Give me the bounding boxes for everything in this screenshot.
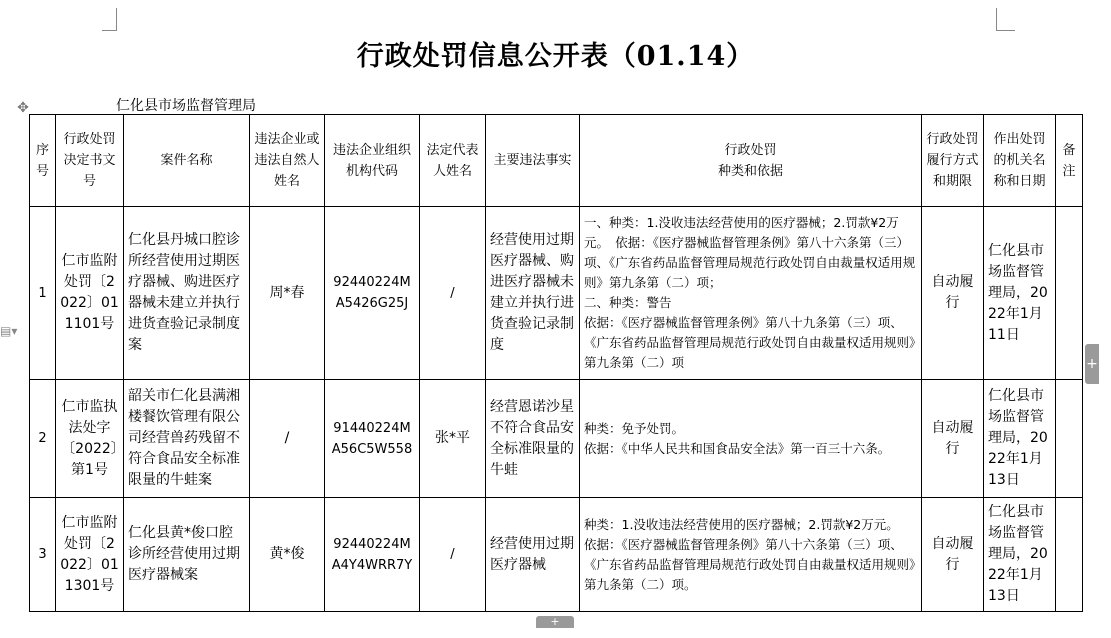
- row-number: 2: [30, 380, 56, 498]
- agency-label: 仁化县市场监督管理局: [116, 98, 256, 114]
- document-icon[interactable]: ▤▾: [0, 324, 18, 338]
- authority-and-date: 仁化县市场监督管理局，2022年1月11日: [984, 207, 1056, 380]
- legal-representative: /: [420, 207, 486, 380]
- add-column-plus-icon[interactable]: +: [536, 616, 574, 628]
- legal-representative: 张*平: [420, 380, 486, 498]
- header-cell: 法定代表人姓名: [420, 115, 486, 207]
- legal-representative: /: [420, 498, 486, 612]
- header-row: [30, 115, 1083, 207]
- org-code: 91440224MA56C5W558: [325, 380, 420, 498]
- authority-and-date: 仁化县市场监督管理局，2022年1月13日: [984, 498, 1056, 612]
- move-icon[interactable]: ✥: [17, 100, 29, 116]
- case-name: 仁化县黄*俊口腔诊所经营使用过期医疗器械案: [124, 498, 250, 612]
- table-row: [30, 207, 1083, 380]
- header-cell: 作出处罚的机关名称和日期: [984, 115, 1056, 207]
- authority-and-date: 仁化县市场监督管理局，2022年1月13日: [984, 380, 1056, 498]
- remark: [1056, 498, 1083, 612]
- remark: [1056, 380, 1083, 498]
- header-cell: 案件名称: [124, 115, 250, 207]
- org-code: 92440224MA4Y4WRR7Y: [325, 498, 420, 612]
- decision-doc-number: 仁市监附处罚〔2022〕011101号: [56, 207, 124, 380]
- execution-method: 自动履行: [922, 380, 984, 498]
- execution-method: 自动履行: [922, 498, 984, 612]
- case-name: 仁化县丹城口腔诊所经营使用过期医疗器械、购进医疗器械未建立并执行进货查验记录制度案: [124, 207, 250, 380]
- offender-name: 周*春: [250, 207, 325, 380]
- decision-doc-number: 仁市监附处罚〔2022〕011301号: [56, 498, 124, 612]
- header-cell: 行政处罚决定书文号: [56, 115, 124, 207]
- document-title: 行政处罚信息公开表（01.14）: [356, 41, 755, 72]
- offender-name: /: [250, 380, 325, 498]
- header-cell: 违法企业组织机构代码: [325, 115, 420, 207]
- org-code: 92440224MA5426G25J: [325, 207, 420, 380]
- table-row: [30, 380, 1083, 498]
- row-number: 3: [30, 498, 56, 612]
- violation-facts: 经营恩诺沙星不符合食品安全标准限量的牛蛙: [486, 380, 580, 498]
- remark: [1056, 207, 1083, 380]
- penalty-basis: 一、种类：1.没收违法经营使用的医疗器械；2.罚款¥2万元。 依据：《医疗器械监督管理条例》第八十六条第（三）项、《广东省药品监督管理局规范行政处罚自由裁量权适用规则》第九条第（二）项； 二、种类：警告 依据：《医疗器械监督管理条例》第八十九条第（三）项、《广东省药品监督管理局规范行政处罚自由裁量权适用规则》第九条第（二）项: [580, 207, 922, 380]
- violation-facts: 经营使用过期医疗器械: [486, 498, 580, 612]
- header-cell: 行政处罚 种类和依据: [580, 115, 922, 207]
- header-cell: 行政处罚履行方式和期限: [922, 115, 984, 207]
- decision-doc-number: 仁市监执法处字〔2022〕第1号: [56, 380, 124, 498]
- offender-name: 黄*俊: [250, 498, 325, 612]
- crop-mark-top-right: [996, 8, 1015, 31]
- header-cell: 主要违法事实: [486, 115, 580, 207]
- execution-method: 自动履行: [922, 207, 984, 380]
- penalty-basis: 种类：1.没收违法经营使用的医疗器械；2.罚款¥2万元。 依据：《医疗器械监督管理条例》第八十六条第（三）项、《广东省药品监督管理局规范行政处罚自由裁量权适用规则》第九条第（二）项。: [580, 498, 922, 612]
- table-row: [30, 498, 1083, 612]
- penalty-basis: 种类：免予处罚。 依据：《中华人民共和国食品安全法》第一百三十六条。: [580, 380, 922, 498]
- violation-facts: 经营使用过期医疗器械、购进医疗器械未建立并执行进货查验记录制度: [486, 207, 580, 380]
- add-row-plus-icon[interactable]: +: [1085, 344, 1099, 384]
- crop-mark-top-left: [102, 8, 117, 31]
- header-cell: 备注: [1056, 115, 1083, 207]
- case-name: 韶关市仁化县满湘楼餐饮管理有限公司经营兽药残留不符合食品安全标准限量的牛蛙案: [124, 380, 250, 498]
- header-cell: 违法企业或违法自然人姓名: [250, 115, 325, 207]
- header-cell: 序号: [30, 115, 56, 207]
- row-number: 1: [30, 207, 56, 380]
- penalty-table: [29, 114, 1083, 612]
